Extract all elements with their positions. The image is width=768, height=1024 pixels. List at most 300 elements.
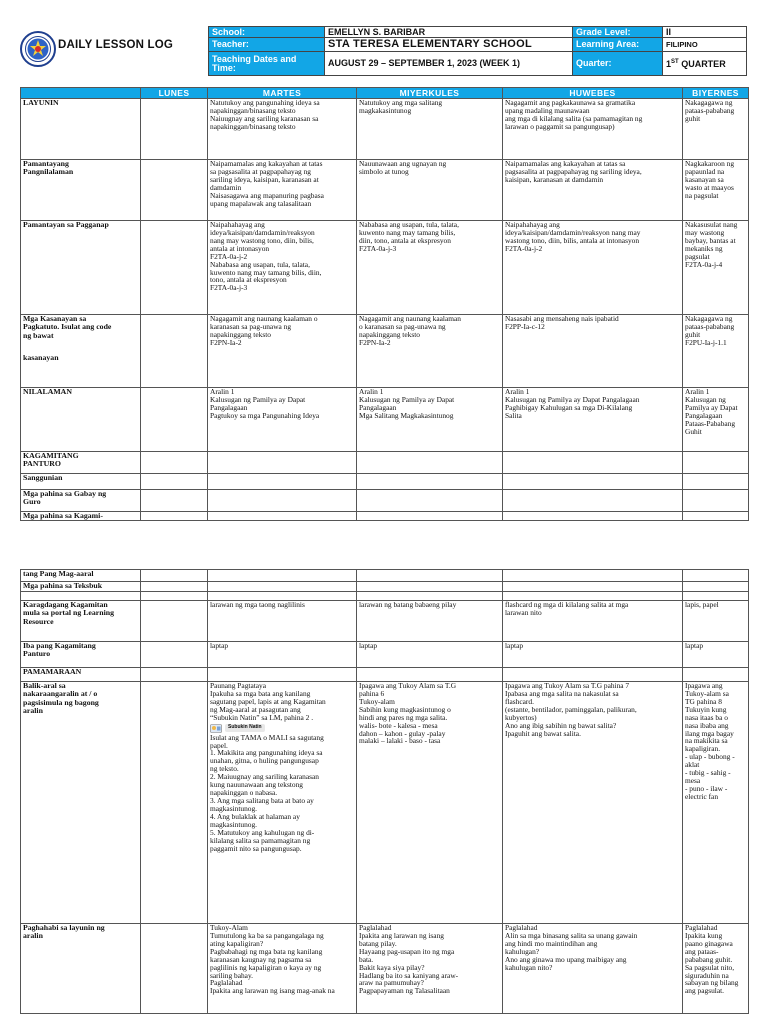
cell-line: karanasan kaugnay ng pagsama sa xyxy=(210,954,312,964)
teacher-value: STA TERESA ELEMENTARY SCHOOL xyxy=(325,38,573,52)
cell-line: Ipakuha sa mga bata ang kanilang xyxy=(210,688,311,698)
cell-line: Pagtukoy sa mga Pangunahing Ideya xyxy=(210,410,320,420)
cell-line: siguraduhin na xyxy=(685,970,729,980)
table-row xyxy=(21,388,749,452)
cell-line: Karagdagang Kagamitan xyxy=(23,600,108,609)
table-row xyxy=(21,592,749,601)
table-row xyxy=(21,99,749,160)
cell-line: larawan nito xyxy=(505,607,542,617)
cell-line: Naipamamalas ang kakayahan at tatas xyxy=(210,159,323,168)
cell-line: Salita xyxy=(505,410,522,420)
cell-line: pagsasalita at pagpapahayag ng sariling ideya, xyxy=(505,166,642,176)
row-label xyxy=(21,570,141,582)
cell-line: Nasasabi ang mensaheng nais ipabatid xyxy=(505,314,619,323)
cell-line: - puno - ilaw - xyxy=(685,783,728,793)
cell-line: araw na pamumuhay? xyxy=(359,978,424,988)
cell-line: ng Mag-aaral at pasagutan ang xyxy=(210,704,301,714)
cell-line: malaki – lalaki - baso - tasa xyxy=(359,736,441,746)
day-cell xyxy=(141,668,208,682)
row-label xyxy=(21,924,141,1014)
day-cell xyxy=(141,592,208,601)
cell-line: 2. Maiuugnay ang sariling karanasan xyxy=(210,772,319,782)
day-cell xyxy=(503,682,683,924)
day-cell xyxy=(503,570,683,582)
row-label xyxy=(21,512,141,521)
day-cell xyxy=(208,592,357,601)
cell-line: Aralin 1 xyxy=(505,387,530,396)
teacher-label: Teacher: xyxy=(209,38,325,52)
cell-line: Natutukoy ang pangunahing ideya sa xyxy=(210,98,320,107)
day-cell xyxy=(503,642,683,668)
day-cell xyxy=(357,315,503,388)
cell-line: Nagagamit ang naunang kaalaman xyxy=(359,314,461,323)
cell-line: magkakasintunog xyxy=(359,105,412,115)
cell-line: laptap xyxy=(359,641,378,650)
school-value: EMELLYN S. BARIBAR xyxy=(325,27,573,38)
subukin-natin-banner xyxy=(210,724,354,733)
cell-line: pababang guhit. xyxy=(685,954,733,964)
cell-line: F2TA-0a-j-2 xyxy=(210,251,248,261)
cell-line: aralin xyxy=(23,931,43,941)
day-cell xyxy=(683,490,749,512)
day-cell xyxy=(141,315,208,388)
cell-line: kuwento nang may tamang bilis, diin, xyxy=(210,267,322,277)
cell-line: (estante, bentilador, paminggalan, palikuran, xyxy=(505,704,637,714)
day-cell xyxy=(141,570,208,582)
cell-line: ang hindi mo maintindihan ang xyxy=(505,938,598,948)
day-cell xyxy=(357,582,503,592)
day-cell xyxy=(357,924,503,1014)
cell-line: may wastong xyxy=(685,227,725,237)
cell-line: Ipabasa ang mga salita na nakasulat sa xyxy=(505,688,619,698)
day-cell xyxy=(683,570,749,582)
cell-line: Pamilya ay Dapat xyxy=(685,402,738,412)
cell-line: ating kapaligiran? xyxy=(210,938,264,948)
cell-line: F2TA-0a-j-2 xyxy=(505,243,543,253)
cell-line: aklat xyxy=(685,760,700,770)
cell-line: electric fan xyxy=(685,791,719,801)
cell-line: Nagkakaroon ng xyxy=(685,159,735,168)
day-header-miyerkules: MIYERKULES xyxy=(357,88,503,99)
deped-seal-icon xyxy=(20,31,56,67)
cell-line: karanasan sa pag-unawa ng xyxy=(210,321,292,331)
row-label xyxy=(21,668,141,682)
day-cell xyxy=(208,221,357,315)
cell-line: F2TA-0a-j-3 xyxy=(359,243,397,253)
day-cell xyxy=(357,592,503,601)
cell-line: lapis, papel xyxy=(685,600,719,609)
cell-line: F2TA-0a-j-3 xyxy=(210,283,248,293)
day-header-huwebes: HUWEBES xyxy=(503,88,683,99)
day-cell xyxy=(208,315,357,388)
day-cell xyxy=(357,668,503,682)
cell-line: flashcard ng mga di kilalang salita at mga xyxy=(505,600,629,609)
row-label xyxy=(21,601,141,642)
cell-line: Paglalahad xyxy=(359,923,392,932)
day-cell xyxy=(503,924,683,1014)
cell-line: Paglalahad xyxy=(505,923,538,932)
cell-line: kahulugan nito? xyxy=(505,962,553,972)
cell-line: Ipagawa ang Tukoy Alam sa T.G xyxy=(359,681,457,690)
cell-line: damdamin xyxy=(210,182,242,192)
table-row xyxy=(21,221,749,315)
cell-line: Paglalahad xyxy=(210,978,243,988)
cell-line: sariling ideya, kaisipan, karanasan at xyxy=(210,174,319,184)
cell-line: paano ginagawa xyxy=(685,938,733,948)
cell-line: guhit xyxy=(685,329,701,339)
cell-line: wastong tono, diin, bilis, antala at intonasyon xyxy=(505,235,640,245)
cell-line: Iba pang Kagamitang xyxy=(23,641,96,650)
day-cell xyxy=(357,99,503,160)
table-row xyxy=(21,570,749,582)
day-cell xyxy=(683,474,749,490)
day-cell xyxy=(503,160,683,221)
row-label xyxy=(21,592,141,601)
cell-line: Naisasagawa ang mapanuring pagbasa xyxy=(210,190,324,200)
cell-line: Guro xyxy=(23,497,41,507)
school-label: School: xyxy=(209,27,325,38)
cell-line: mula sa portal ng Learning xyxy=(23,608,114,618)
cell-line: hindi ang pares ng mga salita. xyxy=(359,712,448,722)
cell-line: Guhit xyxy=(685,426,702,436)
cell-line: Mga Salitang Magkakasintunog xyxy=(359,410,454,420)
cell-line: flashcard. xyxy=(505,696,534,706)
cell-line: Aralin 1 xyxy=(685,387,710,396)
day-cell xyxy=(503,601,683,642)
row-label xyxy=(21,490,141,512)
cell-line: Ipaguhit ang bawat salita. xyxy=(505,728,581,738)
cell-line: “Subukin Natin” sa LM, pahina 2 . xyxy=(210,712,314,722)
day-cell xyxy=(357,512,503,521)
day-cell xyxy=(683,668,749,682)
table-row xyxy=(21,582,749,592)
day-cell xyxy=(141,99,208,160)
cell-line: Aralin 1 xyxy=(359,387,384,396)
cell-line: napakinggang teksto xyxy=(210,329,271,339)
cell-line: Pagbabahagi ng mga bata ng kanilang xyxy=(210,946,323,956)
cell-line: Mga Kasanayan sa xyxy=(23,314,87,323)
cell-line: - ulap - bubong - xyxy=(685,752,735,762)
cell-line: Naipahahayag ang xyxy=(210,220,265,229)
cell-line: nasa ibaba ang xyxy=(685,720,729,730)
day-cell xyxy=(503,315,683,388)
cell-line: Pangnilalaman xyxy=(23,167,74,177)
day-cell xyxy=(141,582,208,592)
day-cell xyxy=(208,474,357,490)
day-header-row xyxy=(21,88,749,99)
day-cell xyxy=(503,668,683,682)
cell-line: bata. xyxy=(359,954,374,964)
cell-line: o karanasan sa pag-unawa ng xyxy=(359,321,446,331)
day-cell xyxy=(357,642,503,668)
cell-line: Paghibigay Kahulugan sa mga Di-Kilalang xyxy=(505,402,633,412)
cell-line: napakinggan o nabasa. xyxy=(210,788,278,798)
cell-line: Paunang Pagtataya xyxy=(210,681,267,690)
day-cell xyxy=(503,452,683,474)
day-cell xyxy=(141,642,208,668)
cell-line: kung nauunawaan ang tekstong xyxy=(210,780,303,790)
cell-line: dahon – kahon - gulay -palay xyxy=(359,728,446,738)
cell-line: magkasintunog. xyxy=(210,819,258,829)
cell-line: nakaraangaralin at / o xyxy=(23,689,98,699)
table-row xyxy=(21,668,749,682)
cell-line: laptap xyxy=(505,641,524,650)
day-cell xyxy=(141,388,208,452)
cell-line: Nababasa ang usapan, tula, talata, xyxy=(210,259,310,269)
cell-line: Isulat ang TAMA o MALI sa sagutang xyxy=(210,732,324,742)
day-cell xyxy=(503,221,683,315)
cell-line: Ipakita ang larawan ng isang xyxy=(359,930,444,940)
cell-line: ang pataas- xyxy=(685,946,719,956)
day-cell xyxy=(208,924,357,1014)
table-row xyxy=(21,315,749,388)
cell-line: ng bawat xyxy=(23,330,54,340)
day-cell xyxy=(208,490,357,512)
cell-line: Pangalagaan xyxy=(359,402,397,412)
cell-line: baybay, bantas at xyxy=(685,235,736,245)
cell-line: Panturo xyxy=(23,649,51,659)
cell-line: tono, antala at ekspresyon xyxy=(210,275,287,285)
cell-line: ng teksto. xyxy=(210,764,239,774)
day-cell xyxy=(141,221,208,315)
cell-line: upang mapalawak ang talasalitaan xyxy=(210,198,312,208)
cell-line: NILALAMAN xyxy=(23,387,72,396)
cell-line: Pamantayang xyxy=(23,159,69,168)
cell-line: Sa pagsulat nito, xyxy=(685,962,735,972)
teaching-dates-label: Teaching Dates and Time: xyxy=(209,52,325,76)
cell-line: Ano ang ginawa mo upang maibigay ang xyxy=(505,954,627,964)
row-label xyxy=(21,221,141,315)
day-cell xyxy=(208,582,357,592)
cell-line: Kalusugan ng Pamilya ay Dapat Pangalagaan xyxy=(505,394,640,404)
subukin-natin-icon xyxy=(210,724,222,733)
cell-line: na pagsulat xyxy=(685,190,719,200)
grade-level-value: II xyxy=(663,27,747,38)
learning-area-label: Learning Area: xyxy=(573,38,663,52)
day-cell xyxy=(208,388,357,452)
cell-line: walis- bote - kalesa - mesa xyxy=(359,720,438,730)
cell-line: Pagkatuto. Isulat ang code xyxy=(23,322,112,332)
cell-line: larawan ng batang babaeng pilay xyxy=(359,600,457,609)
cell-line: Pataas-Pababang xyxy=(685,418,736,428)
day-cell xyxy=(683,512,749,521)
cell-line: Sabihin kung magkasintunog o xyxy=(359,704,451,714)
table-row xyxy=(21,160,749,221)
cell-line: Nauunawaan ang ugnayan ng xyxy=(359,159,447,168)
quarter-value: 1ST QUARTER xyxy=(663,52,747,76)
day-header-biyernes: BIYERNES xyxy=(683,88,749,99)
cell-line: Paghahabi sa layunin ng xyxy=(23,923,105,932)
cell-line: LAYUNIN xyxy=(23,98,59,107)
cell-line: Mga pahina sa Teksbuk xyxy=(23,581,103,590)
cell-line: tang Pang Mag-aaral xyxy=(23,569,94,578)
day-cell xyxy=(503,490,683,512)
day-cell xyxy=(503,388,683,452)
cell-line: Tukoy-alam xyxy=(359,696,395,706)
day-header-lunes: LUNES xyxy=(141,88,208,99)
cell-line: Nagagamit ang naunang kaalaman o xyxy=(210,314,318,323)
row-label xyxy=(21,682,141,924)
cell-line: sariling bahay. xyxy=(210,970,254,980)
table-row xyxy=(21,642,749,668)
cell-line: Alin sa mga binasang salita sa unang gawain xyxy=(505,930,638,940)
teaching-dates-value: AUGUST 29 – SEPTEMBER 1, 2023 (WEEK 1) xyxy=(325,52,573,76)
cell-line: Balik-aral sa xyxy=(23,681,66,690)
cell-line: papel. xyxy=(210,740,228,750)
cell-line: Ipakita kung xyxy=(685,930,723,940)
cell-line: Nagagamit ang pagkakaunawa sa gramatika xyxy=(505,98,636,107)
grade-level-label: Grade Level: xyxy=(573,27,663,38)
cell-line: pataas-pababang xyxy=(685,321,735,331)
cell-line: papaunlad na xyxy=(685,166,725,176)
table-row xyxy=(21,924,749,1014)
day-cell xyxy=(683,582,749,592)
cell-line: Pangalagaan xyxy=(210,402,248,412)
cell-line: sabayan ng bilang xyxy=(685,978,739,988)
row-label xyxy=(21,474,141,490)
cell-line: Bakit kaya siya pilay? xyxy=(359,962,425,972)
row-label xyxy=(21,452,141,474)
day-cell xyxy=(141,490,208,512)
day-cell xyxy=(141,512,208,521)
cell-line: diin, tono, antala at ekspresyon xyxy=(359,235,451,245)
cell-line: wasto at maayos xyxy=(685,182,734,192)
day-cell xyxy=(357,682,503,924)
day-cell xyxy=(503,592,683,601)
cell-line: paggamit nito sa pangungusap. xyxy=(210,843,302,853)
row-label xyxy=(21,99,141,160)
cell-line: Tukoy-alam sa xyxy=(685,688,729,698)
day-cell xyxy=(141,160,208,221)
day-cell xyxy=(683,221,749,315)
cell-line: pataas-pababang xyxy=(685,105,735,115)
day-cell xyxy=(141,452,208,474)
cell-line: na makikita sa xyxy=(685,736,728,746)
cell-line: aralin xyxy=(23,706,43,716)
row-label xyxy=(21,160,141,221)
cell-line: kilalang salita sa pamamagitan ng xyxy=(210,835,311,845)
row-label xyxy=(21,642,141,668)
cell-line: Tukoy-Alam xyxy=(210,923,248,932)
day-cell xyxy=(683,388,749,452)
cell-line: Naipamamalas ang kakayahan at tatas sa xyxy=(505,159,626,168)
cell-line: unahan, gitna, o huling pangungusap xyxy=(210,756,319,766)
day-cell xyxy=(357,570,503,582)
cell-line: Hadlang ba ito sa kaniyang araw- xyxy=(359,970,459,980)
day-cell xyxy=(208,668,357,682)
day-cell xyxy=(683,160,749,221)
cell-line: F2TA-0a-j-4 xyxy=(685,259,723,269)
cell-line: larawan o paggamit sa pangungusap) xyxy=(505,121,615,131)
day-cell xyxy=(141,924,208,1014)
day-cell xyxy=(208,99,357,160)
cell-line: larawan ng mga taong naglilinis xyxy=(210,600,305,609)
lesson-table-top xyxy=(20,87,749,521)
row-label xyxy=(21,388,141,452)
cell-line: TG pahina 8 xyxy=(685,696,722,706)
cell-line: Kalusugan ng xyxy=(685,394,726,404)
day-cell xyxy=(208,570,357,582)
cell-line: Ipagawa ang xyxy=(685,681,723,690)
cell-line: F2PN-Ia-2 xyxy=(210,337,242,347)
cell-line: F2PU-Ia-j-1.1 xyxy=(685,337,727,347)
table-row xyxy=(21,474,749,490)
day-cell xyxy=(208,512,357,521)
subukin-natin-label: Subukin Natin xyxy=(225,724,265,731)
cell-line: Pagpapayaman ng Talasalitaan xyxy=(359,986,450,996)
cell-line: sa pagsasalita at pagpapahayag ng xyxy=(210,166,311,176)
day-cell xyxy=(208,601,357,642)
cell-line: pagsisimula ng bagong xyxy=(23,697,99,707)
cell-line: laptap xyxy=(210,641,229,650)
cell-line: Tukuyin kung xyxy=(685,704,727,714)
cell-line: Paglalahad xyxy=(685,923,718,932)
cell-line: batang pilay. xyxy=(359,938,397,948)
cell-line: kubyertos) xyxy=(505,712,537,722)
cell-line: kahulugan? xyxy=(505,946,540,956)
cell-line: Kalusugan ng Pamilya ay Dapat xyxy=(210,394,306,404)
cell-line: Ipakita ang larawan ng isang mag-anak na xyxy=(210,986,335,996)
day-cell xyxy=(357,452,503,474)
cell-line: antala at intonasyon xyxy=(210,243,270,253)
cell-line: upang madaling maunawaan xyxy=(505,105,590,115)
day-cell xyxy=(683,99,749,160)
cell-line: kaisipan, karanasan at damdamin xyxy=(505,174,604,184)
cell-line: 4. Ang bulaklak at halaman ay xyxy=(210,811,300,821)
document-title: DAILY LESSON LOG xyxy=(58,39,174,51)
table-row xyxy=(21,512,749,521)
day-cell xyxy=(503,512,683,521)
cell-line: kasanayan sa xyxy=(685,174,724,184)
cell-line: 5. Matutukoy ang kahulugan ng di- xyxy=(210,827,315,837)
day-cell xyxy=(683,452,749,474)
cell-line: simbolo at tunog xyxy=(359,166,409,176)
table-row xyxy=(21,601,749,642)
cell-line: Resource xyxy=(23,616,54,626)
cell-line: F2PN-Ia-2 xyxy=(359,337,391,347)
cell-line: ideya/kaisipan/damdamin/reaksyon nang may xyxy=(505,227,641,237)
day-cell xyxy=(141,682,208,924)
cell-line: guhit xyxy=(685,113,701,123)
cell-line: Hayaang pag-usapan ito ng mga xyxy=(359,946,455,956)
day-cell xyxy=(683,924,749,1014)
cell-line: Pangalagaan xyxy=(685,410,723,420)
day-cell xyxy=(141,601,208,642)
cell-line: Kalusugan ng Pamilya ay Dapat xyxy=(359,394,455,404)
day-cell xyxy=(683,682,749,924)
cell-line: Nababasa ang usapan, tula, talata, xyxy=(359,220,459,229)
day-cell xyxy=(683,315,749,388)
day-cell xyxy=(683,601,749,642)
header-corner xyxy=(21,88,141,99)
day-cell xyxy=(208,682,357,924)
quarter-label: Quarter: xyxy=(573,52,663,76)
cell-line: PANTURO xyxy=(23,459,61,469)
day-cell xyxy=(503,474,683,490)
day-header-martes: MARTES xyxy=(208,88,357,99)
cell-line: mesa xyxy=(685,776,701,786)
cell-line: Mga pahina sa Kagami- xyxy=(23,511,103,520)
cell-line: ideya/kaisipan/damdamin/reaksyon xyxy=(210,227,315,237)
header-info-table xyxy=(208,26,747,76)
day-cell xyxy=(208,642,357,668)
cell-line: Nakagagawa ng xyxy=(685,98,733,107)
cell-line: napakinggan/binasang teksto xyxy=(210,121,296,131)
cell-line: F2PP-Ia-c-12 xyxy=(505,321,545,331)
cell-line: Natutukoy ang mga salitang xyxy=(359,98,443,107)
cell-line: ang pagsulat. xyxy=(685,986,724,996)
table-row xyxy=(21,452,749,474)
